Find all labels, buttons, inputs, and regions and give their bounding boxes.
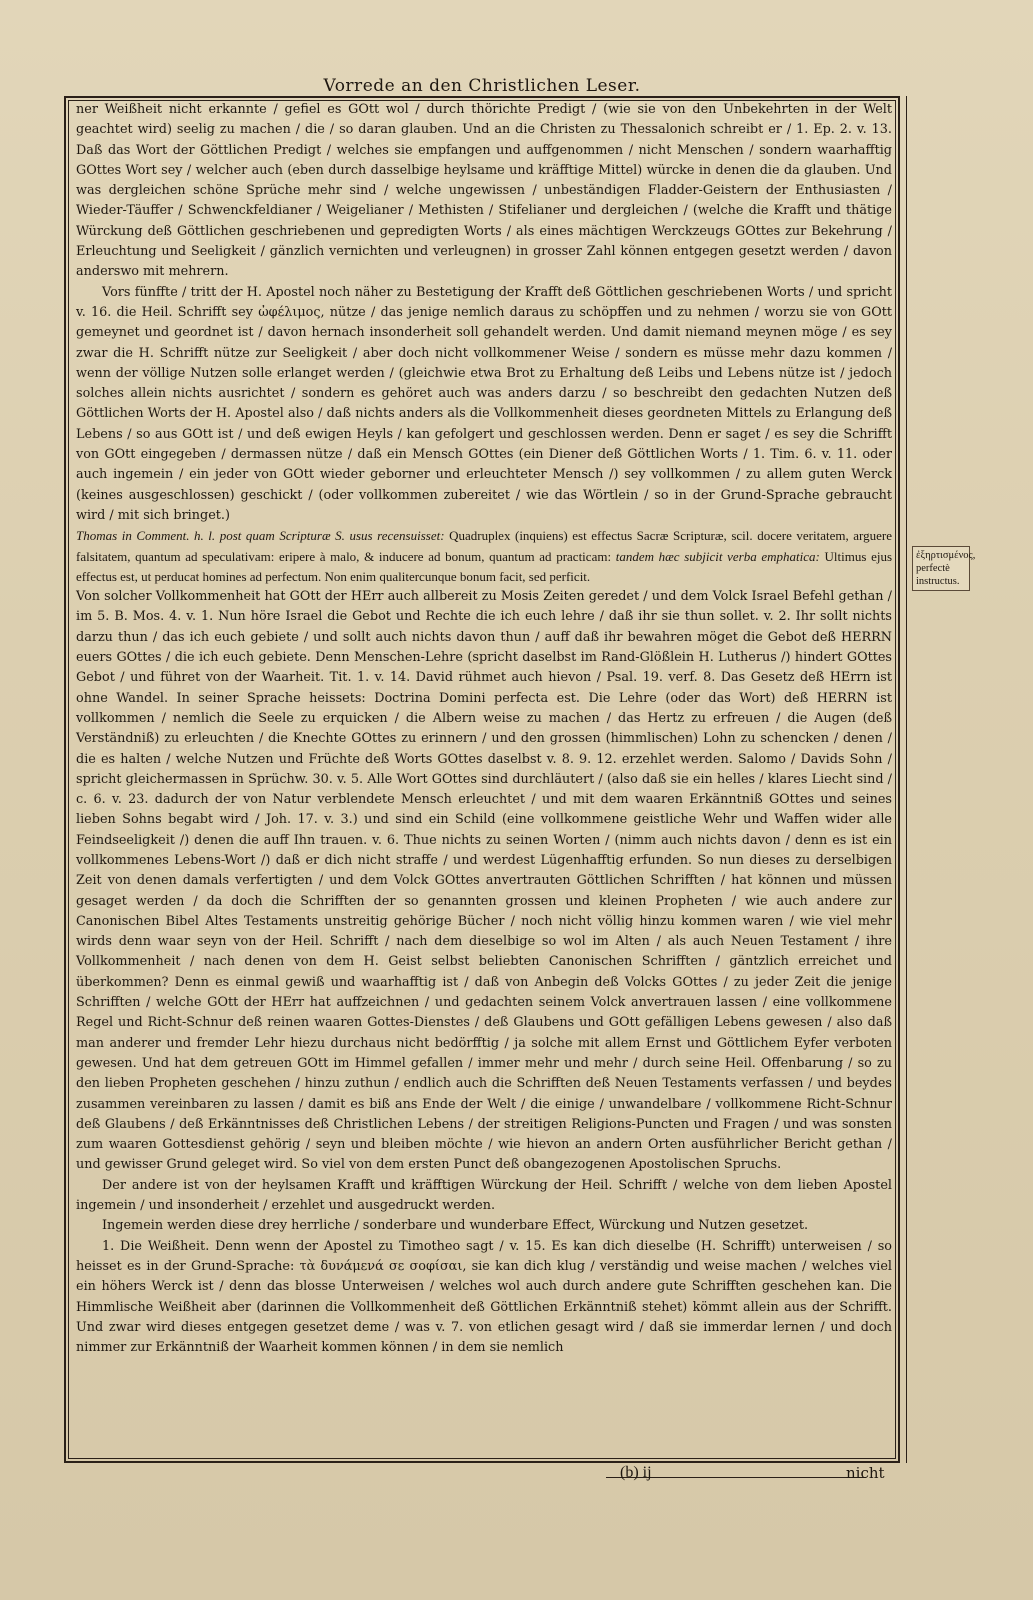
paragraph-5: Ingemein werden diese drey herrliche / sonderbare und wunderbare Effect, Würckung und Nutzen gesetzet. [102, 1218, 809, 1234]
body-text [76, 100, 892, 1358]
paragraph-2: Vors fünffte / tritt der H. Apostel noch näher zu Bestetigung der Krafft deß Göttlichen geschriebenen Worts / und spricht v. 16. die Heil. Schrifft sey ὠφέλιμος, nütze / das jenige nemlich daraus zu schöpffen und zu nehmen / worzu sie von GOtt gemeynet und geordnet ist / davon hernach insonderheit soll gehandelt werden. Und damit niemand meynen möge / es sey zwar die H. Schrifft nütze zur Seeligkeit / aber doch nicht vollkommener Weise / sondern es müsse mehr dazu kommen / wenn der völlige Nutzen solle erlanget werden / (gleichwie etwa Brot zu Erhaltung deß Leibs und Lebens nütze ist / jedoch solches allein nichts ausrichtet / sondern es gehöret auch was anders darzu / so beschreibt den gedachten Nutzen deß Göttlichen Worts der H. Apostel also / daß nichts anders als die Vollkommenheit dieses geordneten Mittels zu Erlangung deß Lebens / so aus GOtt ist / und deß ewigen Heyls / kan gefolgert und geschlossen werden. Denn er saget / es sey die Schrifft von GOtt eingegeben / dermassen nütze / daß ein Mensch GOttes (ein Diener deß Göttlichen Worts / 1. Tim. 6. v. 11. oder auch ingemein / ein jeder von GOtt wieder geborner und erleuchteter Mensch /) sey vollkommen / zu allem guten Werck (keines ausgeschlossen) geschickt / (oder vollkommen zubereitet / wie das Wörtlein / so in der Grund-Sprache gebraucht wird / mit sich bringet.) [76, 284, 892, 523]
paragraph-3: Von solcher Vollkommenheit hat GOtt der HErr auch allbereit zu Mosis Zeiten geredet / und dem Volck Israel Befehl gethan / im 5. B. Mos. 4. v. 1. Nun höre Israel die Gebot und Rechte die ich euch lehre / daß ihr sie thun sollet. v. 2. Ihr sollt nichts darzu thun / das ich euch gebiete / und sollt auch nichts davon thun / auff daß ihr bewahren möget die Gebot deß HERRN euers GOttes / die ich euch gebiete. Denn Menschen-Lehre (spricht daselbst im Rand-Glößlein H. Lutherus /) hindert GOttes Gebot / und führet von der Waarheit. Tit. 1. v. 14. David rühmet auch hievon / Psal. 19. verf. 8. Das Gesetz deß HErrn ist ohne Wandel. In seiner Sprache heissets: Doctrina Domini perfecta est. Die Lehre (oder das Wort) deß HERRN ist vollkommen / nemlich die Seele zu erquicken / die Albern weise zu machen / das Hertz zu erfreuen / die Augen (deß Verständniß) zu erleuchten / die Knechte GOttes zu erinnern / und den grossen (himmlischen) Lohn zu schencken / denen / die es halten / welche Nutzen und Früchte deß Worts GOttes daselbst v. 8. 9. 12. erzehlet werden. Salomo / Davids Sohn / spricht gleichermassen in Sprüchw. 30. v. 5. Alle Wort GOttes sind durchläutert / (also daß sie ein helles / klares Liecht sind / c. 6. v. 23. dadurch der von Natur verblendete Mensch erleuchtet / und mit dem waaren Erkänntniß GOttes und seines lieben Sohns begabt wird / Joh. 17. v. 3.) und sind ein Schild (eine vollkommene geistliche Wehr und Waffen wider alle Feindseeligkeit /) denen die auff Ihn trauen. v. 6. Thue nichts zu seinen Worten / (nimm auch nichts davon / denn es ist ein vollkommenes Lebens-Wort /) daß er dich nicht straffe / und werdest Lügenhafftig erfunden. So nun dieses zu derselbigen Zeit von denen damals verfertigten / und dem Volck GOttes anvertrauten Göttlichen Schrifften / hat können und müssen gesaget werden / da doch die Schrifften der so genannten grossen und kleinen Propheten / wie auch andere zur Canonischen Bibel Altes Testaments unstreitig gehörige Bücher / noch nicht völlig hinzu kommen waren / wie viel mehr wirds denn waar seyn von der Heil. Schrifft / nach dem dieselbige so wol im Alten / als auch Neuen Testament / ihre Vollkommenheit / nach denen von dem H. Geist selbst beliebten Canonischen Schrifften / gäntzlich erreichet und überkommen? Denn es einmal gewiß und waarhafftig ist / daß von Anbegin deß Volcks GOttes / zu jeder Zeit die jenige Schrifften / welche GOtt der HErr hat auffzeichnen / und gedachten seinem Volck anvertrauen lassen / eine vollkommene Regel und Richt-Schnur deß reinen waaren Gottes-Dienstes / deß Glaubens und GOtt gefälligen Lebens gewesen / also daß man anderer und fremder Lehr hiezu durchaus nicht bedörfftig / ja solche mit allem Ernst und Göttlichem Eyfer verboten gewesen. Und hat dem getreuen GOtt im Himmel gefallen / immer mehr und mehr / durch seine Heil. Offenbarung / so zu den lieben Propheten geschehen / hinzu zuthun / endlich auch die Schrifften deß Neuen Testaments verfassen / und beydes zusammen vereinbaren zu lassen / damit es biß ans Ende der Welt / die einige / unwandelbare / vollkommene Richt-Schnur deß Glaubens / deß Erkänntnisses deß Christlichen Lebens / der streitigen Religions-Puncten und Fragen / und was sonsten zum waaren Gottesdienst gehörig / seyn und bleiben möchte / wie hievon an andern Orten ausführlicher Bericht gethan / und gewisser Grund geleget wird. So viel von dem ersten Punct deß obangezogenen Apostolischen Spruchs. [76, 589, 892, 1173]
latin-intro: Thomas in Comment. h. l. post quam Scripturæ S. usus recensuisset: [76, 528, 445, 544]
paragraph-1: ner Weißheit nicht erkannte / gefiel es GOtt wol / durch thörichte Predigt / (wie sie von den Unbekehrten in der Welt geachtet wird) seelig zu machen / die / so daran glauben. Und an die Christen zu Thessalonich schreibt er / 1. Ep. 2. v. 13. Daß das Wort der Göttlichen Predigt / welches sie empfangen und auffgenommen / nicht Menschen / sondern waarhafftig GOttes Wort sey / welcher auch (eben durch dasselbige heylsame und kräfftige Mittel) würcke in denen die da glauben. Und was dergleichen schöne Sprüche mehr sind / welche ungewissen / unbeständigen Fladder-Geistern der Enthusiasten / Wieder-Täuffer / Schwenckfeldianer / Weigelianer / Methisten / Stifelianer und dergleichen / (welche die Krafft und thätige Würckung deß Göttlichen geschriebenen und gepredigten Worts / als eines mächtigen Werckzeugs GOttes zur Bekehrung / Erleuchtung und Seeligkeit / gänzlich vernichten und verleugnen) in grosser Zahl können entgegen gesetzt werden / davon anderswo mit mehrern. [76, 102, 892, 280]
latin-quote-2: Ultimus ejus effectus est, ut perducat homines ad perfectum. Non enim qualitercunque bonum facit, sed perficit. [76, 548, 893, 584]
latin-passage [76, 526, 892, 587]
paragraph-6: 1. Die Weißheit. Denn wenn der Apostel zu Timotheo sagt / v. 15. Es kan dich dieselbe (H. Schrifft) unterweisen / so heisset es in der Grund-Sprache: τὰ δυνάμενά σε σοφίσαι, sie kan dich klug / verständig und weise machen / welches viel ein höhers Werck ist / denn das blosse Unterweisen / welches wol auch durch andere gute Schrifften geschehen kan. Die Himmlische Weißheit aber (darinnen die Vollkommenheit deß Göttlichen Erkänntniß stehet) kömmt allein aus der Schrifft. Und zwar wird dieses entgegen gesetzet deme / was v. 7. von etlichen gesagt wird / daß sie immerdar lernen / und doch nimmer zur Erkänntniß der Waarheit kommen können / in dem sie nemlich [76, 1238, 892, 1356]
catchword: nicht [846, 1464, 885, 1482]
paragraph-4: Der andere ist von der heylsamen Krafft und kräfftigen Würckung der Heil. Schrifft / welche von dem lieben Apostel ingemein / und insonderheit / erzehlet und ausgedruckt werden. [76, 1177, 892, 1214]
margin-note [912, 546, 976, 591]
latin-emphasis: tandem hæc subjicit verba emphatica: [615, 548, 820, 564]
margin-note-line-3: instructus. [916, 576, 960, 587]
margin-rule [906, 96, 907, 1463]
running-head: Vorrede an den Christlichen Leser. [323, 76, 641, 96]
margin-note-line-2: perfectè [916, 563, 950, 574]
signature-mark: (b) ij [620, 1464, 652, 1481]
latin-quote-1: Quadruplex (inquiens) est effectus Sacræ Scripturæ, scil. docere veritatem, arguere falsitatem, quantum ad speculativam: eripere à malo, & inducere ad bonum, quantum ad practicam: [76, 528, 892, 564]
margin-note-greek: ἐξηρτισμένος, [916, 550, 976, 561]
